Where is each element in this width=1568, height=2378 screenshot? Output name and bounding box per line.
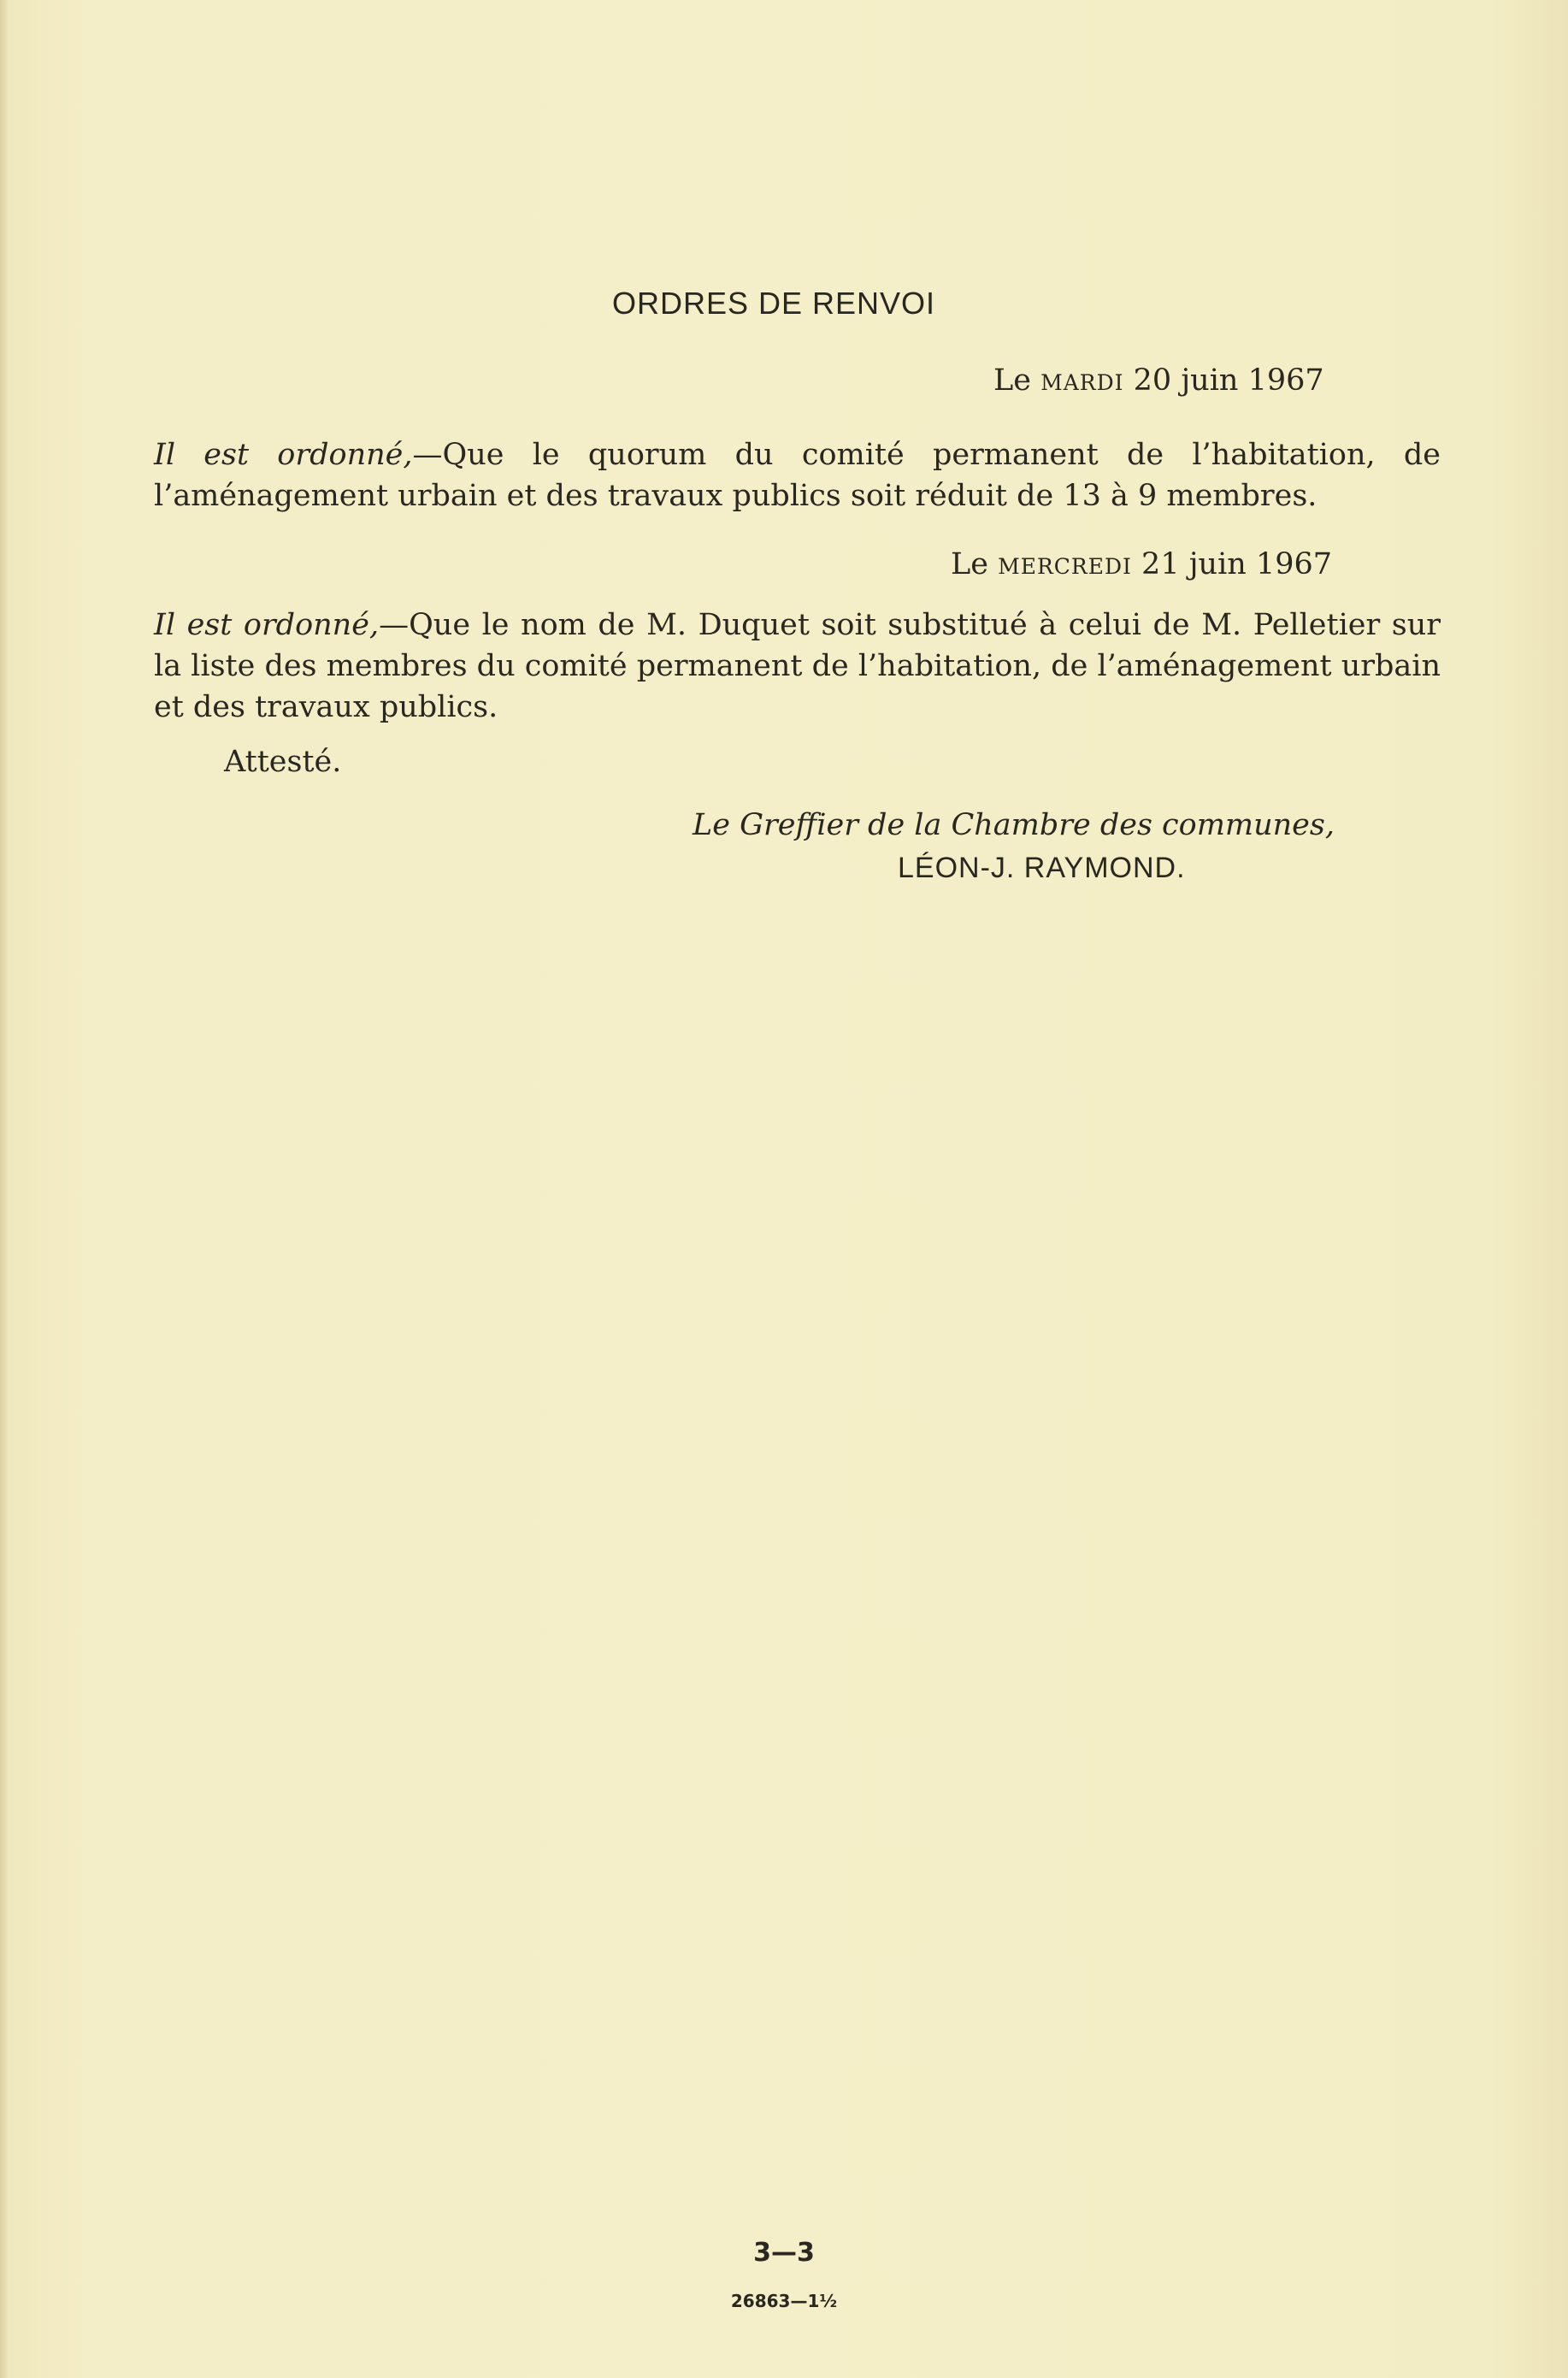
dateline-prefix: Le — [951, 547, 988, 581]
order-paragraph-1 — [154, 434, 1441, 516]
order-text: —Que le quorum du comité permanent de l’habitation, de l’aménagement urbain et des travaux publics soit réduit de 13 à 9 membres. — [154, 438, 1441, 513]
attestation: Attesté. — [224, 745, 342, 779]
dateline-day: MERCREDI — [998, 554, 1132, 579]
clerk-title: Le Greffier de la Chambre des communes, — [693, 808, 1335, 842]
page-folio: 3—3 — [753, 2238, 815, 2268]
dateline-tuesday — [993, 363, 1324, 398]
order-lead: Il est ordonné, — [154, 608, 380, 642]
dateline-date: 20 juin 1967 — [1133, 363, 1324, 398]
page-edge-shadow — [0, 0, 9, 2378]
dateline-prefix: Le — [993, 363, 1031, 398]
clerk-name: LÉON-J. RAYMOND. — [898, 852, 1186, 884]
dateline-day: MARDI — [1040, 370, 1124, 395]
order-paragraph-2 — [154, 605, 1441, 728]
page-heading: ORDRES DE RENVOI — [612, 286, 936, 321]
dateline-wednesday — [951, 547, 1332, 581]
order-lead: Il est ordonné, — [154, 438, 413, 472]
dateline-date: 21 juin 1967 — [1141, 547, 1333, 581]
order-text: —Que le nom de M. Duquet soit substitué à celui de M. Pelletier sur la liste des membres du comité permanent de l’habitation, de l’aménagement urbain et des travaux publics. — [154, 608, 1441, 724]
print-code: 26863—1½ — [730, 2291, 838, 2311]
